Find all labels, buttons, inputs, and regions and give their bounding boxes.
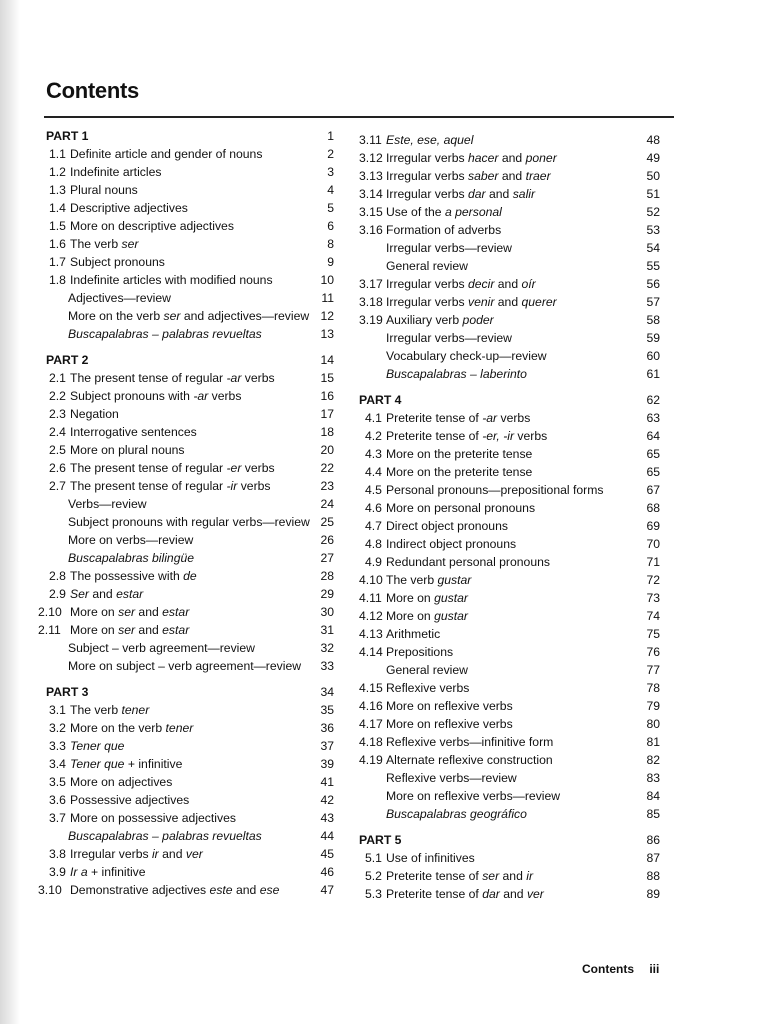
- toc-page-number: 14: [320, 353, 334, 367]
- toc-entry-number: 4.9: [365, 555, 382, 569]
- toc-entry-title: Demonstrative adjectives este and ese: [70, 883, 280, 897]
- toc-part-label: PART 3: [46, 685, 89, 699]
- toc-entry-number: 1.2: [49, 165, 66, 179]
- toc-entry-number: 4.15: [359, 681, 383, 695]
- toc-page-number: 9: [327, 255, 334, 269]
- toc-entry-title: More on the preterite tense: [386, 447, 533, 461]
- toc-entry-number: 4.13: [359, 627, 383, 641]
- toc-entry-title: Irregular verbs dar and salir: [386, 187, 536, 201]
- toc-page-number: 84: [646, 789, 660, 803]
- toc-entry-title: Reflexive verbs—infinitive form: [386, 735, 554, 749]
- toc-entry-number: 3.6: [49, 793, 66, 807]
- toc-entry-title: The present tense of regular -ar verbs: [70, 371, 275, 385]
- toc-page-number: 32: [320, 641, 334, 655]
- toc-entry-number: 4.17: [359, 717, 383, 731]
- toc-page-number: 43: [320, 811, 334, 825]
- toc-entry-title: The present tense of regular -er verbs: [70, 461, 275, 475]
- toc-page-number: 64: [646, 429, 660, 443]
- toc-page-number: 17: [320, 407, 334, 421]
- toc-page-number: 45: [320, 847, 334, 861]
- toc-entry-title: Personal pronouns—prepositional forms: [386, 483, 604, 497]
- toc-entry-number: 1.1: [49, 147, 66, 161]
- toc-page-number: 82: [646, 753, 660, 767]
- toc-entry-number: 4.6: [365, 501, 382, 515]
- toc-part-label: PART 4: [359, 393, 402, 407]
- toc-entry-number: 4.7: [365, 519, 382, 533]
- toc-entry-title: Buscapalabras – palabras revueltas: [68, 829, 262, 843]
- toc-entry-number: 1.8: [49, 273, 66, 287]
- toc-entry-title: Buscapalabras – palabras revueltas: [68, 327, 262, 341]
- toc-page-number: 13: [320, 327, 334, 341]
- toc-entry-number: 2.5: [49, 443, 66, 457]
- toc-entry-title: Prepositions: [386, 645, 454, 659]
- toc-entry-title: Irregular verbs—review: [386, 241, 512, 255]
- toc-entry-title: More on the verb tener: [70, 721, 194, 735]
- toc-entry-title: More on the verb ser and adjectives—review: [68, 309, 310, 323]
- toc-page-number: 5: [327, 201, 334, 215]
- toc-page-number: 41: [320, 775, 334, 789]
- toc-entry-number: 3.5: [49, 775, 66, 789]
- toc-page-number: 1: [327, 129, 334, 143]
- toc-entry-title: More on ser and estar: [70, 605, 190, 619]
- toc-entry-title: Irregular verbs ir and ver: [70, 847, 203, 861]
- toc-page-number: 25: [320, 515, 334, 529]
- toc-entry-title: More on reflexive verbs: [386, 717, 513, 731]
- toc-page-number: 37: [320, 739, 334, 753]
- toc-entry-number: 2.3: [49, 407, 66, 421]
- toc-entry-title: Subject pronouns with regular verbs—review: [68, 515, 310, 529]
- toc-entry-number: 4.14: [359, 645, 383, 659]
- toc-page-number: 87: [646, 851, 660, 865]
- toc-entry-title: Reflexive verbs: [386, 681, 470, 695]
- toc-page-number: 33: [320, 659, 334, 673]
- toc-page-number: 89: [646, 887, 660, 901]
- toc-entry-number: 3.17: [359, 277, 383, 291]
- title-rule: [44, 116, 674, 118]
- toc-entry-number: 4.16: [359, 699, 383, 713]
- toc-entry-number: 2.7: [49, 479, 66, 493]
- toc-entry-number: 1.4: [49, 201, 66, 215]
- toc-entry-title: Subject pronouns: [70, 255, 165, 269]
- toc-entry-title: More on the preterite tense: [386, 465, 533, 479]
- footer-page-number: iii: [649, 962, 660, 976]
- toc-entry-title: More on subject – verb agreement—review: [68, 659, 302, 673]
- toc-page-number: 58: [646, 313, 660, 327]
- toc-entry-title: Buscapalabras bilingüe: [68, 551, 195, 565]
- toc-entry-title: Auxiliary verb poder: [386, 313, 494, 327]
- toc-page-number: 46: [320, 865, 334, 879]
- toc-entry-title: More on gustar: [386, 609, 468, 623]
- toc-entry-title: More on reflexive verbs: [386, 699, 513, 713]
- toc-page-number: 81: [646, 735, 660, 749]
- toc-entry-title: Interrogative sentences: [70, 425, 197, 439]
- toc-entry-number: 5.3: [365, 887, 382, 901]
- toc-entry-title: Alternate reflexive construction: [386, 753, 553, 767]
- toc-entry-number: 1.7: [49, 255, 66, 269]
- toc-entry-number: 2.8: [49, 569, 66, 583]
- toc-entry-number: 2.11: [38, 623, 61, 637]
- toc-entry-title: Adjectives—review: [68, 291, 171, 305]
- toc-page-number: 63: [646, 411, 660, 425]
- toc-entry-number: 3.2: [49, 721, 66, 735]
- toc-page-number: 47: [320, 883, 334, 897]
- toc-entry-title: Preterite tense of ser and ir: [386, 869, 534, 883]
- toc-entry-title: More on verbs—review: [68, 533, 194, 547]
- toc-page-number: 62: [646, 393, 660, 407]
- toc-entry-number: 3.9: [49, 865, 66, 879]
- toc-page-number: 10: [320, 273, 334, 287]
- toc-entry-number: 4.5: [365, 483, 382, 497]
- toc-entry-title: Ser and estar: [70, 587, 144, 601]
- toc-entry-number: 4.3: [365, 447, 382, 461]
- toc-page-number: 65: [646, 447, 660, 461]
- toc-entry-title: Redundant personal pronouns: [386, 555, 550, 569]
- toc-entry-number: 4.11: [359, 591, 382, 605]
- toc-entry-number: 4.19: [359, 753, 383, 767]
- toc-entry-title: Indirect object pronouns: [386, 537, 517, 551]
- toc-page-number: 86: [646, 833, 660, 847]
- toc-entry-title: The present tense of regular -ir verbs: [70, 479, 271, 493]
- toc-entry-title: More on reflexive verbs—review: [386, 789, 561, 803]
- toc-entry-title: Este, ese, aquel: [386, 133, 474, 147]
- toc-entry-number: 4.2: [365, 429, 382, 443]
- toc-page-number: 3: [327, 165, 334, 179]
- toc-page-number: 8: [327, 237, 334, 251]
- toc-page-number: 85: [646, 807, 660, 821]
- toc-entry-number: 5.1: [365, 851, 382, 865]
- toc-page-number: 4: [327, 183, 334, 197]
- toc-page-number: 22: [320, 461, 334, 475]
- toc-entry-number: 2.6: [49, 461, 66, 475]
- toc-part-label: PART 2: [46, 353, 89, 367]
- toc-entry-title: Tener que + infinitive: [70, 757, 183, 771]
- toc-entry-title: Buscapalabras – laberinto: [386, 367, 527, 381]
- toc-entry-number: 3.18: [359, 295, 383, 309]
- toc-page-number: 29: [320, 587, 334, 601]
- toc-entry-title: More on possessive adjectives: [70, 811, 236, 825]
- toc-page-number: 57: [646, 295, 660, 309]
- toc-entry-number: 2.1: [49, 371, 66, 385]
- toc-entry-number: 4.1: [365, 411, 382, 425]
- toc-entry-number: 2.4: [49, 425, 66, 439]
- toc-page-number: 88: [646, 869, 660, 883]
- toc-entry-title: More on personal pronouns: [386, 501, 536, 515]
- toc-entry-title: The verb tener: [70, 703, 150, 717]
- toc-page-number: 30: [320, 605, 334, 619]
- toc-page-number: 51: [646, 187, 660, 201]
- toc-entry-title: Irregular verbs decir and oír: [386, 277, 536, 291]
- toc-entry-title: Tener que: [70, 739, 125, 753]
- toc-page-number: 69: [646, 519, 660, 533]
- toc-page-number: 60: [646, 349, 660, 363]
- toc-entry-title: Irregular verbs—review: [386, 331, 512, 345]
- toc-entry-title: Irregular verbs saber and traer: [386, 169, 551, 183]
- toc-entry-title: Verbs—review: [68, 497, 147, 511]
- toc-entry-title: Reflexive verbs—review: [386, 771, 517, 785]
- toc-entry-number: 3.1: [49, 703, 66, 717]
- toc-page-number: 76: [646, 645, 660, 659]
- toc-page-number: 26: [320, 533, 334, 547]
- toc-page-number: 75: [646, 627, 660, 641]
- toc-page-number: 48: [646, 133, 660, 147]
- toc-page-number: 74: [646, 609, 660, 623]
- toc-entry-title: Preterite tense of -ar verbs: [386, 411, 531, 425]
- toc-entry-title: Subject pronouns with -ar verbs: [70, 389, 242, 403]
- toc-page-number: 50: [646, 169, 660, 183]
- toc-entry-number: 4.10: [359, 573, 383, 587]
- toc-page-number: 16: [320, 389, 334, 403]
- toc-page-number: 56: [646, 277, 660, 291]
- toc-entry-title: Irregular verbs hacer and poner: [386, 151, 557, 165]
- toc-entry-title: Direct object pronouns: [386, 519, 508, 533]
- toc-page-number: 54: [646, 241, 660, 255]
- toc-page-number: 79: [646, 699, 660, 713]
- toc-entry-number: 2.9: [49, 587, 66, 601]
- toc-entry-title: General review: [386, 663, 468, 677]
- toc-page-number: 78: [646, 681, 660, 695]
- toc-page-number: 44: [320, 829, 334, 843]
- toc-entry-title: Irregular verbs venir and querer: [386, 295, 557, 309]
- toc-entry-title: Definite article and gender of nouns: [70, 147, 263, 161]
- toc-page-number: 11: [321, 291, 334, 305]
- toc-entry-number: 3.11: [359, 133, 382, 147]
- toc-entry-number: 4.18: [359, 735, 383, 749]
- toc-page-number: 15: [320, 371, 334, 385]
- toc-entry-number: 1.3: [49, 183, 66, 197]
- toc-entry-title: Subject – verb agreement—review: [68, 641, 255, 655]
- toc-entry-number: 3.7: [49, 811, 66, 825]
- toc-page-number: 27: [320, 551, 334, 565]
- toc-page-number: 42: [320, 793, 334, 807]
- toc-page-number: 6: [327, 219, 334, 233]
- toc-entry-title: The possessive with de: [70, 569, 197, 583]
- page-footer: [582, 962, 671, 976]
- toc-page-number: 77: [646, 663, 660, 677]
- toc-entry-title: Indefinite articles with modified nouns: [70, 273, 273, 287]
- toc-page-number: 61: [646, 367, 660, 381]
- toc-page-number: 73: [646, 591, 660, 605]
- toc-entry-title: Use of the a personal: [386, 205, 502, 219]
- toc-entry-title: Negation: [70, 407, 119, 421]
- toc-page-number: 36: [320, 721, 334, 735]
- toc-page-number: 72: [646, 573, 660, 587]
- toc-entry-title: Plural nouns: [70, 183, 138, 197]
- toc-entry-number: 2.10: [38, 605, 62, 619]
- toc-entry-title: The verb gustar: [386, 573, 472, 587]
- toc-entry-title: More on plural nouns: [70, 443, 185, 457]
- toc-page-number: 34: [320, 685, 334, 699]
- toc-page-number: 20: [320, 443, 334, 457]
- toc-entry-number: 3.4: [49, 757, 66, 771]
- toc-page-number: 18: [320, 425, 334, 439]
- toc-entry-number: 1.5: [49, 219, 66, 233]
- toc-entry-number: 1.6: [49, 237, 66, 251]
- scan-edge-shadow: [0, 0, 20, 1024]
- toc-page-number: 53: [646, 223, 660, 237]
- footer-label: Contents: [582, 962, 634, 976]
- toc-page-number: 28: [320, 569, 334, 583]
- toc-entry-number: 4.4: [365, 465, 382, 479]
- toc-page-number: 55: [646, 259, 660, 273]
- toc-entry-title: More on adjectives: [70, 775, 173, 789]
- toc-entry-title: Possessive adjectives: [70, 793, 190, 807]
- toc-entry-title: More on gustar: [386, 591, 468, 605]
- toc-entry-number: 4.8: [365, 537, 382, 551]
- toc-entry-number: 3.15: [359, 205, 383, 219]
- toc-entry-title: Buscapalabras geográfico: [386, 807, 527, 821]
- toc-entry-number: 3.13: [359, 169, 383, 183]
- toc-entry-title: Preterite tense of -er, -ir verbs: [386, 429, 548, 443]
- toc-entry-title: Ir a + infinitive: [70, 865, 146, 879]
- toc-entry-title: Preterite tense of dar and ver: [386, 887, 544, 901]
- toc-entry-title: More on descriptive adjectives: [70, 219, 234, 233]
- toc-page-number: 83: [646, 771, 660, 785]
- toc-entry-number: 3.8: [49, 847, 66, 861]
- toc-entry-number: 3.16: [359, 223, 383, 237]
- toc-page-number: 35: [320, 703, 334, 717]
- toc-entry-title: Descriptive adjectives: [70, 201, 188, 215]
- toc-part-label: PART 1: [46, 129, 89, 143]
- toc-entry-title: Indefinite articles: [70, 165, 162, 179]
- toc-entry-number: 2.2: [49, 389, 66, 403]
- toc-entry-title: Formation of adverbs: [386, 223, 502, 237]
- toc-page-number: 2: [327, 147, 334, 161]
- toc-page-number: 52: [646, 205, 660, 219]
- toc-page-number: 71: [646, 555, 660, 569]
- toc-page-number: 31: [320, 623, 334, 637]
- toc-page-number: 80: [646, 717, 660, 731]
- toc-entry-number: 4.12: [359, 609, 383, 623]
- toc-page-number: 70: [646, 537, 660, 551]
- toc-entry-title: General review: [386, 259, 468, 273]
- toc-entry-number: 3.3: [49, 739, 66, 753]
- toc-entry-number: 3.14: [359, 187, 383, 201]
- toc-entry-number: 3.12: [359, 151, 383, 165]
- toc-entry-title: The verb ser: [70, 237, 139, 251]
- toc-page-number: 12: [320, 309, 334, 323]
- toc-page-number: 59: [646, 331, 660, 345]
- toc-entry-title: Use of infinitives: [386, 851, 475, 865]
- toc-entry-number: 5.2: [365, 869, 382, 883]
- toc-page-number: 24: [320, 497, 334, 511]
- toc-part-label: PART 5: [359, 833, 402, 847]
- toc-page-number: 49: [646, 151, 660, 165]
- toc-entry-number: 3.10: [38, 883, 62, 897]
- toc-entry-number: 3.19: [359, 313, 383, 327]
- page-title: Contents: [46, 78, 139, 103]
- toc-page-number: 65: [646, 465, 660, 479]
- toc-page-number: 39: [320, 757, 334, 771]
- toc-entry-title: More on ser and estar: [70, 623, 190, 637]
- toc-page-number: 23: [320, 479, 334, 493]
- toc-page-number: 68: [646, 501, 660, 515]
- toc-entry-title: Vocabulary check-up—review: [386, 349, 547, 363]
- toc-page-number: 67: [646, 483, 660, 497]
- toc-entry-title: Arithmetic: [386, 627, 441, 641]
